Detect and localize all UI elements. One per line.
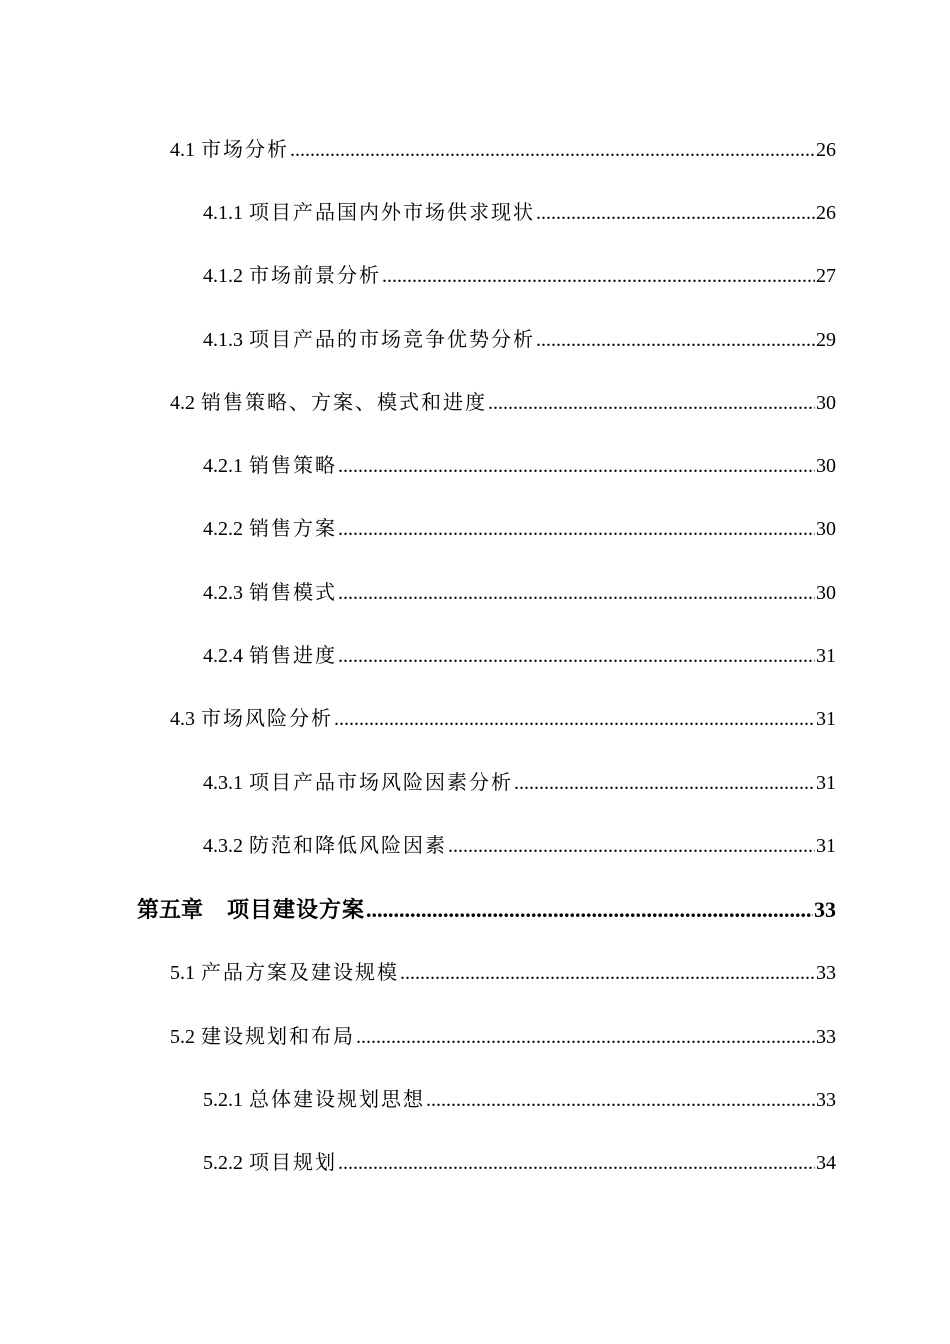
toc-entry-page: 26 [816,139,836,161]
toc-entry-number: 4.2.1 [203,455,243,477]
toc-entry-page: 31 [816,645,836,667]
toc-entry-title: 防范和降低风险因素 [249,835,447,857]
toc-entry-number: 4.1 [170,139,195,161]
toc-entry-page: 26 [816,202,836,224]
toc-dot-leader [356,1019,815,1055]
toc-entry-4-1-1[interactable] [203,195,836,231]
toc-entry-title: 项目产品市场风险因素分析 [249,772,513,794]
toc-entry-title: 市场风险分析 [201,708,333,730]
toc-dot-leader [448,828,815,864]
toc-entry-title: 市场分析 [201,139,289,161]
toc-entry-number: 4.2.2 [203,518,243,540]
toc-entry-page: 29 [816,329,836,351]
toc-entry-page: 31 [816,708,836,730]
toc-entry-page: 33 [816,1089,836,1111]
toc-dot-leader [338,575,815,611]
toc-entry-title: 建设规划和布局 [201,1026,355,1048]
toc-dot-leader [338,448,815,484]
toc-entry-number: 5.2 [170,1026,195,1048]
toc-entry-5-2-2[interactable] [203,1145,836,1181]
toc-entry-page: 27 [816,265,836,287]
toc-entry-number: 4.1.1 [203,202,243,224]
toc-entry-page: 30 [816,582,836,604]
toc-entry-5-1[interactable] [170,955,836,991]
toc-entry-number: 5.2.2 [203,1152,243,1174]
toc-dot-leader [334,701,815,737]
toc-dot-leader [426,1082,815,1118]
toc-dot-leader [290,132,815,168]
toc-entry-title: 市场前景分析 [249,265,381,287]
toc-entry-number: 4.3 [170,708,195,730]
toc-dot-leader [514,765,815,801]
toc-entry-4-2-2[interactable] [203,511,836,547]
toc-chapter-title: 项目建设方案 [227,897,366,922]
toc-entry-number: 4.3.2 [203,835,243,857]
toc-entry-page: 33 [814,897,836,922]
toc-entry-4-2-4[interactable] [203,638,836,674]
toc-entry-title: 产品方案及建设规模 [201,962,399,984]
toc-dot-leader [488,385,815,421]
toc-entry-title: 销售进度 [249,645,337,667]
toc-entry-4-3[interactable] [170,701,836,737]
toc-entry-title: 项目产品的市场竞争优势分析 [249,329,535,351]
toc-entry-4-2[interactable] [170,385,836,421]
toc-entry-4-3-1[interactable] [203,765,836,801]
toc-entry-title: 项目规划 [249,1152,337,1174]
toc-entry-page: 34 [816,1152,836,1174]
toc-dot-leader [338,511,815,547]
toc-dot-leader [382,258,815,294]
toc-entry-number: 4.2.3 [203,582,243,604]
toc-entry-title: 销售方案 [249,518,337,540]
toc-entry-number: 4.3.1 [203,772,243,794]
toc-dot-leader [536,322,815,358]
toc-entry-chapter-5[interactable] [137,892,836,928]
toc-entry-4-1-2[interactable] [203,258,836,294]
toc-entry-4-2-3[interactable] [203,575,836,611]
toc-dot-leader [338,1145,815,1181]
toc-entry-4-1-3[interactable] [203,322,836,358]
toc-entry-number: 4.1.3 [203,329,243,351]
toc-chapter-number: 第五章 [137,897,204,922]
toc-entry-title: 项目产品国内外市场供求现状 [249,202,535,224]
toc-entry-number: 4.2.4 [203,645,243,667]
toc-entry-title: 销售模式 [249,582,337,604]
toc-entry-page: 33 [816,962,836,984]
toc-entry-number: 4.1.2 [203,265,243,287]
toc-entry-4-1[interactable] [170,132,836,168]
toc-entry-title: 销售策略 [249,455,337,477]
toc-entry-page: 30 [816,392,836,414]
toc-entry-number: 5.1 [170,962,195,984]
toc-dot-leader [366,892,813,928]
toc-entry-number: 5.2.1 [203,1089,243,1111]
toc-entry-number: 4.2 [170,392,195,414]
toc-entry-4-3-2[interactable] [203,828,836,864]
toc-entry-5-2-1[interactable] [203,1082,836,1118]
toc-entry-title: 销售策略、方案、模式和进度 [201,392,487,414]
toc-entry-page: 30 [816,518,836,540]
toc-entry-page: 31 [816,835,836,857]
toc-entry-page: 31 [816,772,836,794]
toc-entry-title: 总体建设规划思想 [249,1089,425,1111]
toc-entry-page: 33 [816,1026,836,1048]
toc-entry-page: 30 [816,455,836,477]
toc-dot-leader [338,638,815,674]
toc-entry-4-2-1[interactable] [203,448,836,484]
toc-dot-leader [536,195,815,231]
toc-dot-leader [400,955,815,991]
toc-entry-5-2[interactable] [170,1019,836,1055]
